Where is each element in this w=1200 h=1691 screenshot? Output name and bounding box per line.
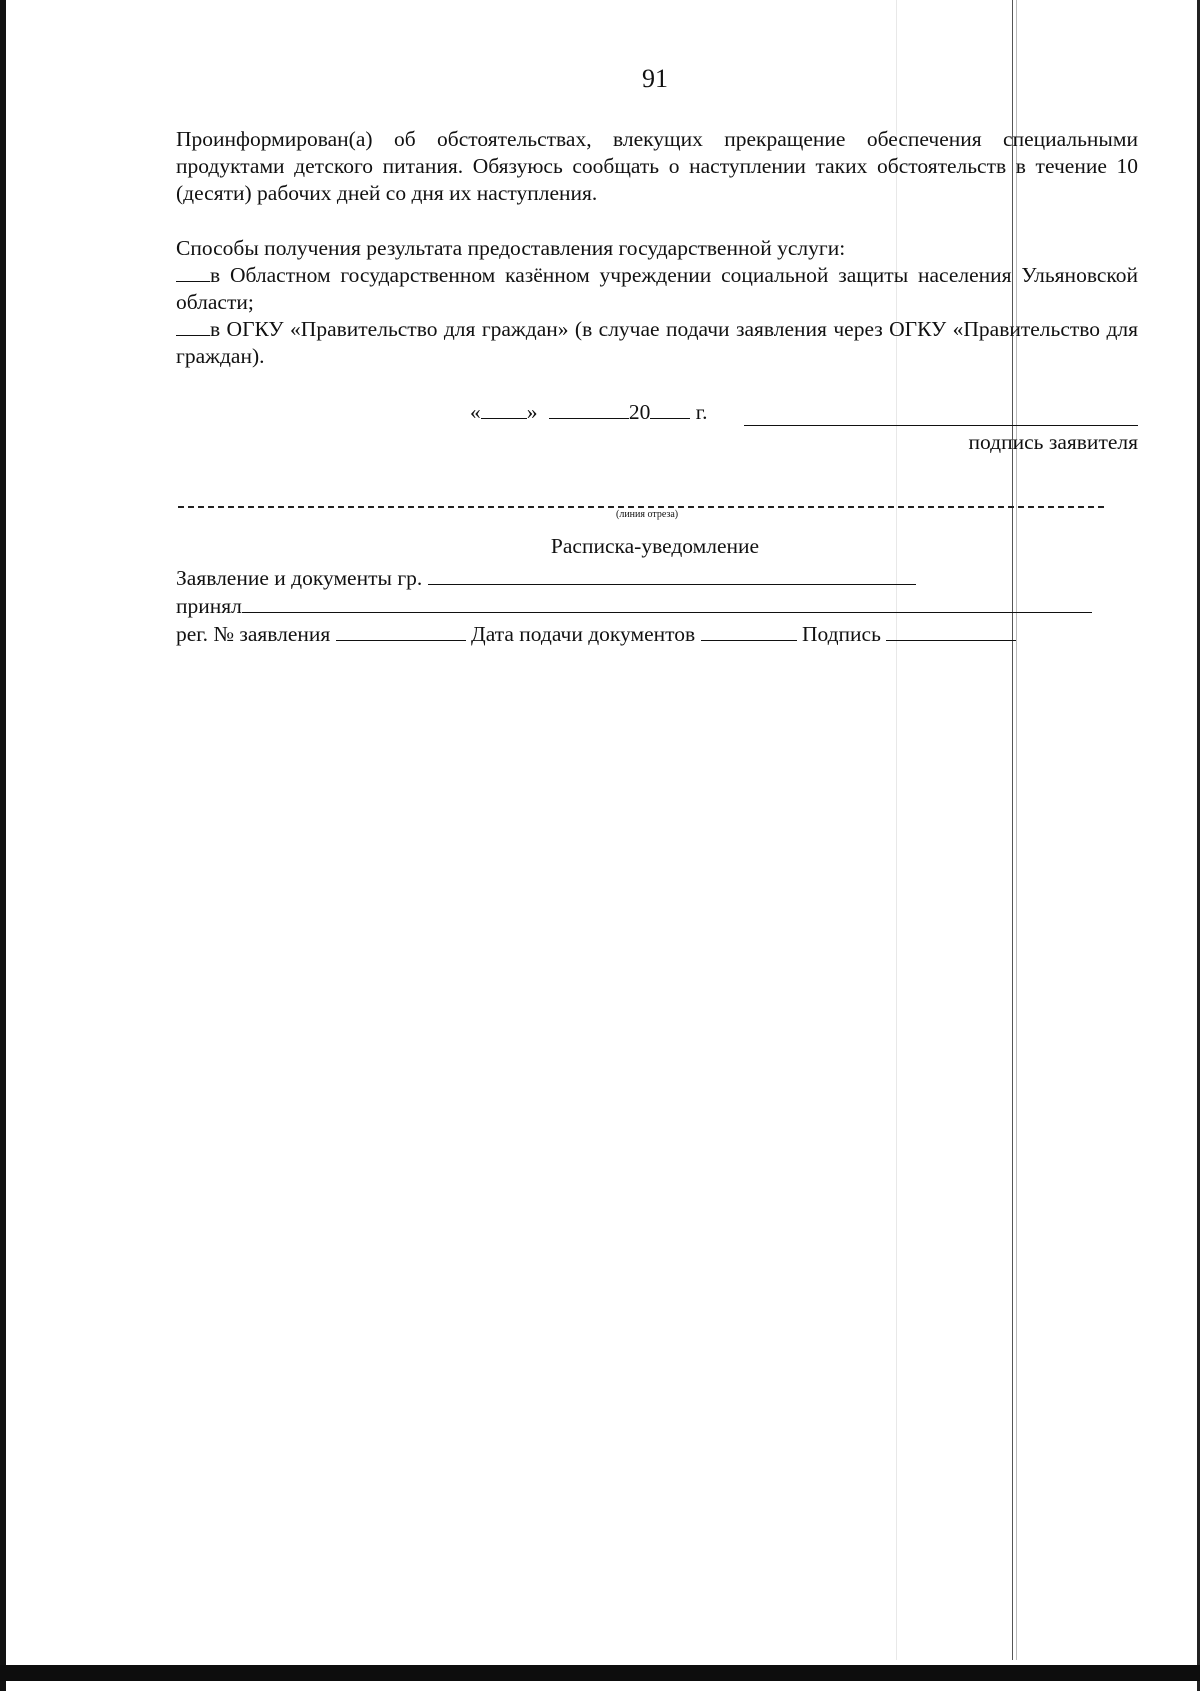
result-option-2 bbox=[176, 316, 1138, 370]
receipt-section bbox=[176, 564, 1126, 648]
scan-edge-bottom bbox=[0, 1665, 1200, 1681]
option-2-checkbox-line[interactable] bbox=[176, 317, 210, 336]
notice-paragraph: Проинформирован(а) об обстоятельствах, влекущих прекращение обеспечения специальными продуктами детского питания. Обязуюсь сообщать о наступлении таких обстоятельств в течение 10 (десяти) рабочих дней со дня их наступления. bbox=[176, 127, 1138, 205]
scan-edge-left bbox=[0, 0, 6, 1691]
result-methods-heading: Способы получения результата предоставления государственной услуги: bbox=[176, 236, 846, 260]
year-prefix: 20 bbox=[628, 400, 651, 424]
signature-caption: подпись заявителя bbox=[968, 430, 1138, 454]
receipt-title: Расписка-уведомление bbox=[550, 534, 760, 558]
submission-date-label: Дата подачи документов bbox=[471, 622, 696, 646]
accepted-by-field[interactable] bbox=[242, 594, 1092, 613]
applicant-signature-field[interactable] bbox=[744, 425, 1138, 426]
cut-caption: (линия отреза) bbox=[616, 509, 679, 520]
document-body bbox=[176, 126, 1138, 370]
receipt-registration-row bbox=[176, 620, 1126, 648]
receipt-accepted-row bbox=[176, 592, 1126, 620]
month-field[interactable] bbox=[549, 400, 629, 419]
receipt-signature-field[interactable] bbox=[886, 622, 1016, 641]
result-option-2-text: в ОГКУ «Правительство для граждан» (в случае подачи заявления через ОГКУ «Правительство для граждан). bbox=[176, 317, 1138, 368]
receipt-signature-label: Подпись bbox=[801, 622, 881, 646]
date-close-quote: » bbox=[526, 400, 538, 424]
documents-label: Заявление и документы гр. bbox=[176, 566, 423, 590]
result-option-1 bbox=[176, 262, 1138, 316]
cut-line bbox=[178, 506, 1104, 508]
day-field[interactable] bbox=[481, 400, 527, 419]
option-1-checkbox-line[interactable] bbox=[176, 263, 210, 282]
accepted-label: принял bbox=[176, 594, 242, 618]
result-option-1-text: в Областном государственном казённом учреждении социальной защиты населения Ульяновской области; bbox=[176, 263, 1138, 314]
reg-number-label: рег. № заявления bbox=[176, 622, 331, 646]
applicant-name-field[interactable] bbox=[428, 566, 916, 585]
receipt-documents-row bbox=[176, 564, 1126, 592]
year-suffix: г. bbox=[695, 400, 708, 424]
date-open-quote: « bbox=[470, 400, 481, 424]
reg-number-field[interactable] bbox=[336, 622, 466, 641]
year-field[interactable] bbox=[650, 400, 690, 419]
submission-date-field[interactable] bbox=[701, 622, 797, 641]
page-number: 91 bbox=[642, 64, 668, 93]
date-row bbox=[470, 400, 1138, 425]
